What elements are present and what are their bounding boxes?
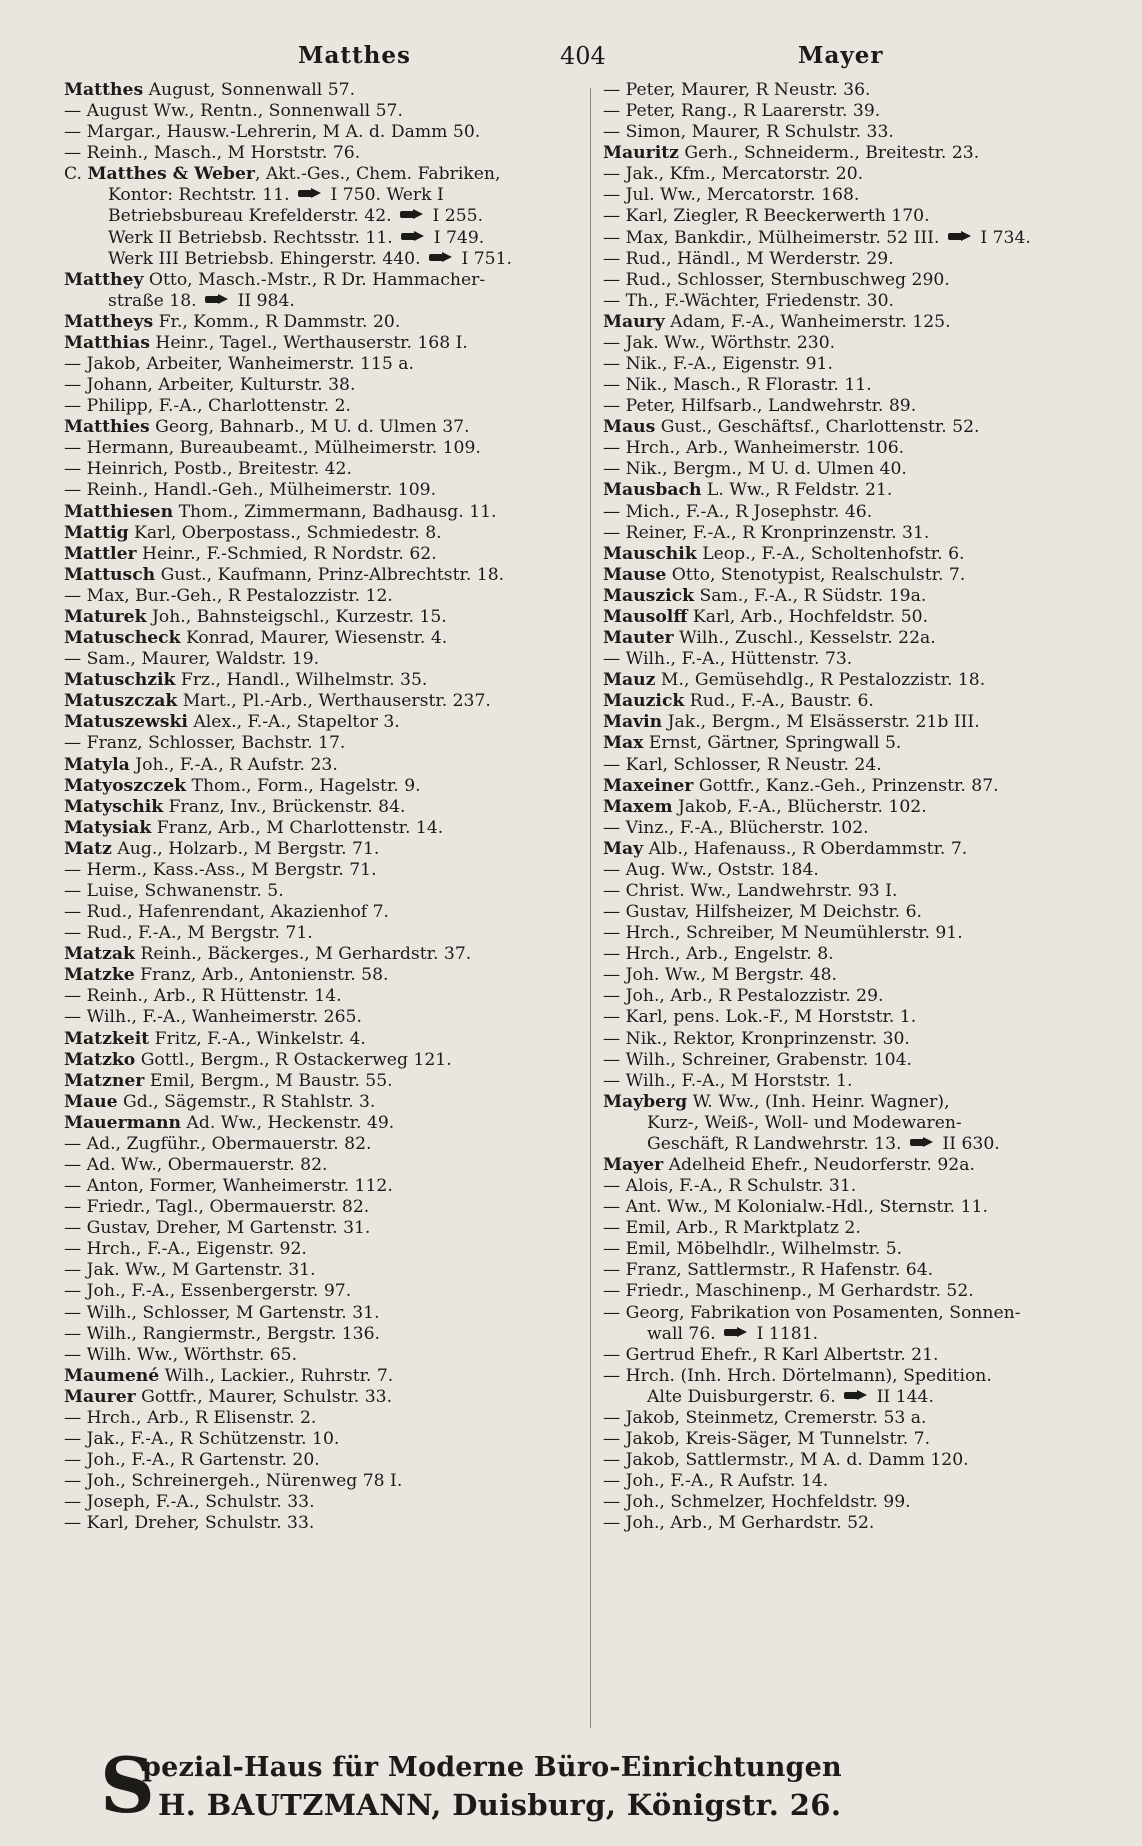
directory-entry: — Jul. Ww., Mercatorstr. 168. [603,185,860,206]
directory-entry: — Jak., Kfm., Mercatorstr. 20. [603,164,864,185]
column-divider [590,88,591,1728]
telephone-icon [844,1390,868,1401]
directory-entry: Matzke Franz, Arb., Antonienstr. 58. [64,965,389,986]
directory-entry: Matthias Heinr., Tagel., Werthauserstr. 168 I. [64,332,468,353]
directory-entry: — Joh., Schreinergeh., Nürenweg 78 I. [64,1471,403,1492]
directory-entry: — Peter, Maurer, R Neustr. 36. [603,80,871,100]
directory-entry: straße 18. II 984. [108,290,295,311]
directory-entry: Kontor: Rechtstr. 11. I 750. Werk I [108,185,444,206]
directory-entry: — Reinh., Arb., R Hüttenstr. 14. [64,986,342,1007]
directory-entry: Matthies Georg, Bahnarb., M U. d. Ulmen 37. [64,417,470,438]
directory-entry: — Nik., F.-A., Eigenstr. 91. [603,354,833,375]
directory-entry: — Wilh., Rangiermstr., Bergstr. 136. [64,1323,381,1344]
directory-entry: — Anton, Former, Wanheimerstr. 112. [64,1176,393,1197]
directory-entry: Matuszczak Mart., Pl.-Arb., Werthauserstr. 237. [64,691,491,712]
directory-entry: — Margar., Hausw.-Lehrerin, M A. d. Damm 50. [64,122,481,143]
directory-entry: — Reinh., Masch., M Horststr. 76. [64,143,361,164]
directory-entry: — Peter, Hilfsarb., Landwehrstr. 89. [603,396,917,417]
ad-line-2: H. BAUTZMANN, Duisburg, Königstr. 26. [158,1788,842,1822]
directory-entry: Matzak Reinh., Bäckerges., M Gerhardstr. 37. [64,944,472,965]
telephone-icon [298,188,322,199]
directory-entry: — Rud., Händl., M Werderstr. 29. [603,248,894,269]
directory-entry: — Wilh., Schlosser, M Gartenstr. 31. [64,1302,380,1323]
telephone-icon [400,209,424,220]
directory-entry: Matyoszczek Thom., Form., Hagelstr. 9. [64,775,421,796]
directory-entry: Mauzick Rud., F.-A., Baustr. 6. [603,691,874,712]
directory-entry: — Wilh., F.-A., Hüttenstr. 73. [603,649,853,670]
directory-entry: C. Matthes & Weber, Akt.-Ges., Chem. Fabriken, [64,164,501,185]
directory-entry: Matysiak Franz, Arb., M Charlottenstr. 14. [64,817,444,838]
telephone-icon [724,1327,748,1338]
directory-entry: — Hrch., Arb., Engelstr. 8. [603,944,834,965]
directory-entry: — Christ. Ww., Landwehrstr. 93 I. [603,880,898,901]
directory-entry: — Jakob, Sattlermstr., M A. d. Damm 120. [603,1450,969,1471]
directory-entry: — Franz, Schlosser, Bachstr. 17. [64,733,346,754]
directory-entry: — Mich., F.-A., R Josephstr. 46. [603,501,873,522]
directory-entry: Maurer Gottfr., Maurer, Schulstr. 33. [64,1386,393,1407]
directory-entry: — Th., F.-Wächter, Friedenstr. 30. [603,290,894,311]
directory-entry: — Jakob, Steinmetz, Cremerstr. 53 a. [603,1407,927,1428]
directory-entry: — Friedr., Tagl., Obermauerstr. 82. [64,1197,370,1218]
directory-entry: — Nik., Masch., R Florastr. 11. [603,375,872,396]
directory-entry: Mauszick Sam., F.-A., R Südstr. 19a. [603,585,927,606]
telephone-icon [429,252,453,263]
page-header [0,42,1142,76]
directory-entry: — Jak., F.-A., R Schützenstr. 10. [64,1429,340,1449]
directory-entry: Matzner Emil, Bergm., M Baustr. 55. [64,1070,393,1091]
directory-entry: Max Ernst, Gärtner, Springwall 5. [603,733,902,754]
directory-entry: — Wilh., F.-A., M Horststr. 1. [603,1070,853,1091]
directory-entry: Mauermann Ad. Ww., Heckenstr. 49. [64,1112,395,1133]
directory-entry: — Emil, Möbelhdlr., Wilhelmstr. 5. [603,1239,903,1260]
directory-entry: Maxem Jakob, F.-A., Blücherstr. 102. [603,796,927,817]
directory-entry: Maus Gust., Geschäftsf., Charlottenstr. 52. [603,417,980,438]
directory-entry: — Jak. Ww., M Gartenstr. 31. [64,1260,316,1281]
directory-entry: — Emil, Arb., R Marktplatz 2. [603,1218,861,1239]
directory-entry: Maumené Wilh., Lackier., Ruhrstr. 7. [64,1365,394,1386]
directory-entry: Mattler Heinr., F.-Schmied, R Nordstr. 62. [64,543,437,564]
directory-entry: Matyla Joh., F.-A., R Aufstr. 23. [64,754,338,775]
directory-entry: Mavin Jak., Bergm., M Elsässerstr. 21b III. [603,712,980,733]
directory-entry: — Joh., Schmelzer, Hochfeldstr. 99. [603,1492,911,1513]
directory-entry: Mausbach L. Ww., R Feldstr. 21. [603,480,893,501]
directory-entry: — Joseph, F.-A., Schulstr. 33. [64,1492,315,1513]
directory-entry: Mayberg W. Ww., (Inh. Heinr. Wagner), [603,1091,950,1112]
directory-entry: — Peter, Rang., R Laarerstr. 39. [603,101,881,122]
directory-entry: — Jakob, Arbeiter, Wanheimerstr. 115 a. [64,354,414,375]
directory-entry: — Wilh., F.-A., Wanheimerstr. 265. [64,1007,362,1028]
directory-entry: — Hrch., Arb., Wanheimerstr. 106. [603,438,905,459]
directory-entry: — Herm., Kass.-Ass., M Bergstr. 71. [64,859,377,880]
header-right-keyword: Mayer [798,42,884,69]
directory-entry: — Hermann, Bureaubeamt., Mülheimerstr. 109. [64,438,481,459]
directory-entry: — Heinrich, Postb., Breitestr. 42. [64,459,352,480]
directory-entry: Matthes August, Sonnenwall 57. [64,80,356,100]
directory-entry: Matthiesen Thom., Zimmermann, Badhausg. 11. [64,501,497,522]
directory-entry: — Hrch., F.-A., Eigenstr. 92. [64,1239,307,1260]
directory-entry: — Ant. Ww., M Kolonialw.-Hdl., Sternstr. 11. [603,1197,988,1218]
directory-entry: Geschäft, R Landwehrstr. 13. II 630. [647,1133,1000,1154]
directory-entry: Matthey Otto, Masch.-Mstr., R Dr. Hammacher- [64,269,486,290]
directory-entry: — Nik., Bergm., M U. d. Ulmen 40. [603,459,907,480]
ad-line-1: pezial-Haus für Moderne Büro-Einrichtungen [142,1752,842,1783]
directory-entry: Matuscheck Konrad, Maurer, Wiesenstr. 4. [64,628,448,649]
directory-entry: — Karl, Ziegler, R Beeckerwerth 170. [603,206,930,227]
directory-entry: — Hrch. (Inh. Hrch. Dörtelmann), Spedition. [603,1365,992,1386]
directory-entry: — Rud., F.-A., M Bergstr. 71. [64,923,313,944]
directory-entry: — Karl, Dreher, Schulstr. 33. [64,1513,315,1534]
directory-entry: — Ad. Ww., Obermauerstr. 82. [64,1154,328,1175]
directory-entry: — Max, Bur.-Geh., R Pestalozzistr. 12. [64,585,393,606]
directory-entry: — Nik., Rektor, Kronprinzenstr. 30. [603,1028,910,1049]
directory-entry: — Vinz., F.-A., Blücherstr. 102. [603,817,869,838]
directory-entry: — Hrch., Schreiber, M Neumühlerstr. 91. [603,923,963,944]
directory-entry: — Aug. Ww., Oststr. 184. [603,859,819,880]
directory-entry: — Wilh., Schreiner, Grabenstr. 104. [603,1049,913,1070]
page-number: 404 [560,42,606,70]
directory-entry: Betriebsbureau Krefelderstr. 42. I 255. [108,206,484,227]
right-column [603,80,1121,1534]
directory-entry: Matyschik Franz, Inv., Brückenstr. 84. [64,796,406,817]
directory-entry: Maury Adam, F.-A., Wanheimerstr. 125. [603,311,951,332]
directory-entry: Matuschzik Frz., Handl., Wilhelmstr. 35. [64,670,428,691]
directory-entry: Matuszewski Alex., F.-A., Stapeltor 3. [64,712,400,733]
directory-entry: Matzko Gottl., Bergm., R Ostackerweg 121. [64,1049,452,1070]
directory-entry: — Joh., Arb., R Pestalozzistr. 29. [603,986,884,1007]
directory-entry: Matz Aug., Holzarb., M Bergstr. 71. [64,838,380,859]
directory-entry: Matzkeit Fritz, F.-A., Winkelstr. 4. [64,1028,366,1049]
directory-entry: Alte Duisburgerstr. 6. II 144. [647,1386,934,1407]
directory-entry: — Joh. Ww., M Bergstr. 48. [603,965,838,986]
directory-entry: — Ad., Zugführ., Obermauerstr. 82. [64,1133,372,1154]
directory-entry: — Joh., Arb., M Gerhardstr. 52. [603,1513,875,1534]
directory-entry: — Joh., F.-A., R Gartenstr. 20. [64,1450,320,1471]
advertisement-banner [100,1741,1060,1830]
directory-entry: — Jakob, Kreis-Säger, M Tunnelstr. 7. [603,1429,931,1449]
directory-entry: — Gustav, Dreher, M Gartenstr. 31. [64,1218,371,1239]
telephone-icon [205,294,229,305]
directory-entry: — Karl, pens. Lok.-F., M Horststr. 1. [603,1007,917,1028]
directory-entry: — Hrch., Arb., R Elisenstr. 2. [64,1407,317,1428]
directory-entry: — Max, Bankdir., Mülheimerstr. 52 III. I 734. [603,227,1031,248]
directory-entry: Maturek Joh., Bahnsteigschl., Kurzestr. 15. [64,606,447,627]
directory-entry: Mattusch Gust., Kaufmann, Prinz-Albrechtstr. 18. [64,564,505,585]
directory-entry: wall 76. I 1181. [647,1323,819,1344]
directory-entry: — Franz, Sattlermstr., R Hafenstr. 64. [603,1260,934,1281]
directory-entry: Mattig Karl, Oberpostass., Schmiedestr. 8. [64,522,442,543]
directory-entry: Mauritz Gerh., Schneiderm., Breitestr. 23. [603,143,980,164]
header-left-keyword: Matthes [298,42,411,69]
directory-entry: — Reiner, F.-A., R Kronprinzenstr. 31. [603,522,930,543]
telephone-icon [948,231,972,242]
directory-entry: — Luise, Schwanenstr. 5. [64,880,284,901]
directory-entry: — Jak. Ww., Wörthstr. 230. [603,332,836,353]
directory-entry: Kurz-, Weiß-, Woll- und Modewaren- [647,1112,962,1133]
left-column [64,80,580,1534]
directory-entry: May Alb., Hafenauss., R Oberdammstr. 7. [603,838,968,859]
directory-entry: Mausolff Karl, Arb., Hochfeldstr. 50. [603,606,929,627]
directory-entry: Mauschik Leop., F.-A., Scholtenhofstr. 6. [603,543,965,564]
directory-entry: Mattheys Fr., Komm., R Dammstr. 20. [64,311,401,332]
directory-entry: — Karl, Schlosser, R Neustr. 24. [603,754,882,775]
directory-entry: Werk II Betriebsb. Rechtsstr. 11. I 749. [108,227,485,248]
telephone-icon [910,1137,934,1148]
directory-entry: — Joh., F.-A., Essenbergerstr. 97. [64,1281,352,1302]
directory-entry: — Joh., F.-A., R Aufstr. 14. [603,1471,829,1492]
directory-entry: — Alois, F.-A., R Schulstr. 31. [603,1176,857,1197]
ad-initial: S [100,1741,155,1830]
directory-entry: — Georg, Fabrikation von Posamenten, Sonnen- [603,1302,1021,1323]
directory-entry: Mayer Adelheid Ehefr., Neudorferstr. 92a. [603,1154,975,1175]
directory-entry: — Sam., Maurer, Waldstr. 19. [64,649,320,670]
directory-entry: — Friedr., Maschinenp., M Gerhardstr. 52. [603,1281,974,1302]
directory-entry: Mauter Wilh., Zuschl., Kesselstr. 22a. [603,628,936,649]
directory-entry: Maxeiner Gottfr., Kanz.-Geh., Prinzenstr. 87. [603,775,999,796]
directory-entry: — Wilh. Ww., Wörthstr. 65. [64,1344,298,1365]
telephone-icon [401,231,425,242]
directory-entry: — Philipp, F.-A., Charlottenstr. 2. [64,396,351,417]
directory-entry: — August Ww., Rentn., Sonnenwall 57. [64,101,403,122]
directory-entry: Mause Otto, Stenotypist, Realschulstr. 7. [603,564,966,585]
directory-entry: — Rud., Schlosser, Sternbuschweg 290. [603,269,950,290]
directory-entry: — Rud., Hafenrendant, Akazienhof 7. [64,902,390,923]
directory-entry: — Reinh., Handl.-Geh., Mülheimerstr. 109. [64,480,437,501]
directory-entry: Werk III Betriebsb. Ehingerstr. 440. I 751. [108,248,512,269]
directory-entry: — Gustav, Hilfsheizer, M Deichstr. 6. [603,902,922,923]
directory-entry: — Gertrud Ehefr., R Karl Albertstr. 21. [603,1344,939,1365]
directory-entry: Maue Gd., Sägemstr., R Stahlstr. 3. [64,1091,376,1112]
directory-entry: Mauz M., Gemüsehdlg., R Pestalozzistr. 18. [603,670,986,691]
directory-entry: — Johann, Arbeiter, Kulturstr. 38. [64,375,356,396]
directory-entry: — Simon, Maurer, R Schulstr. 33. [603,122,894,143]
